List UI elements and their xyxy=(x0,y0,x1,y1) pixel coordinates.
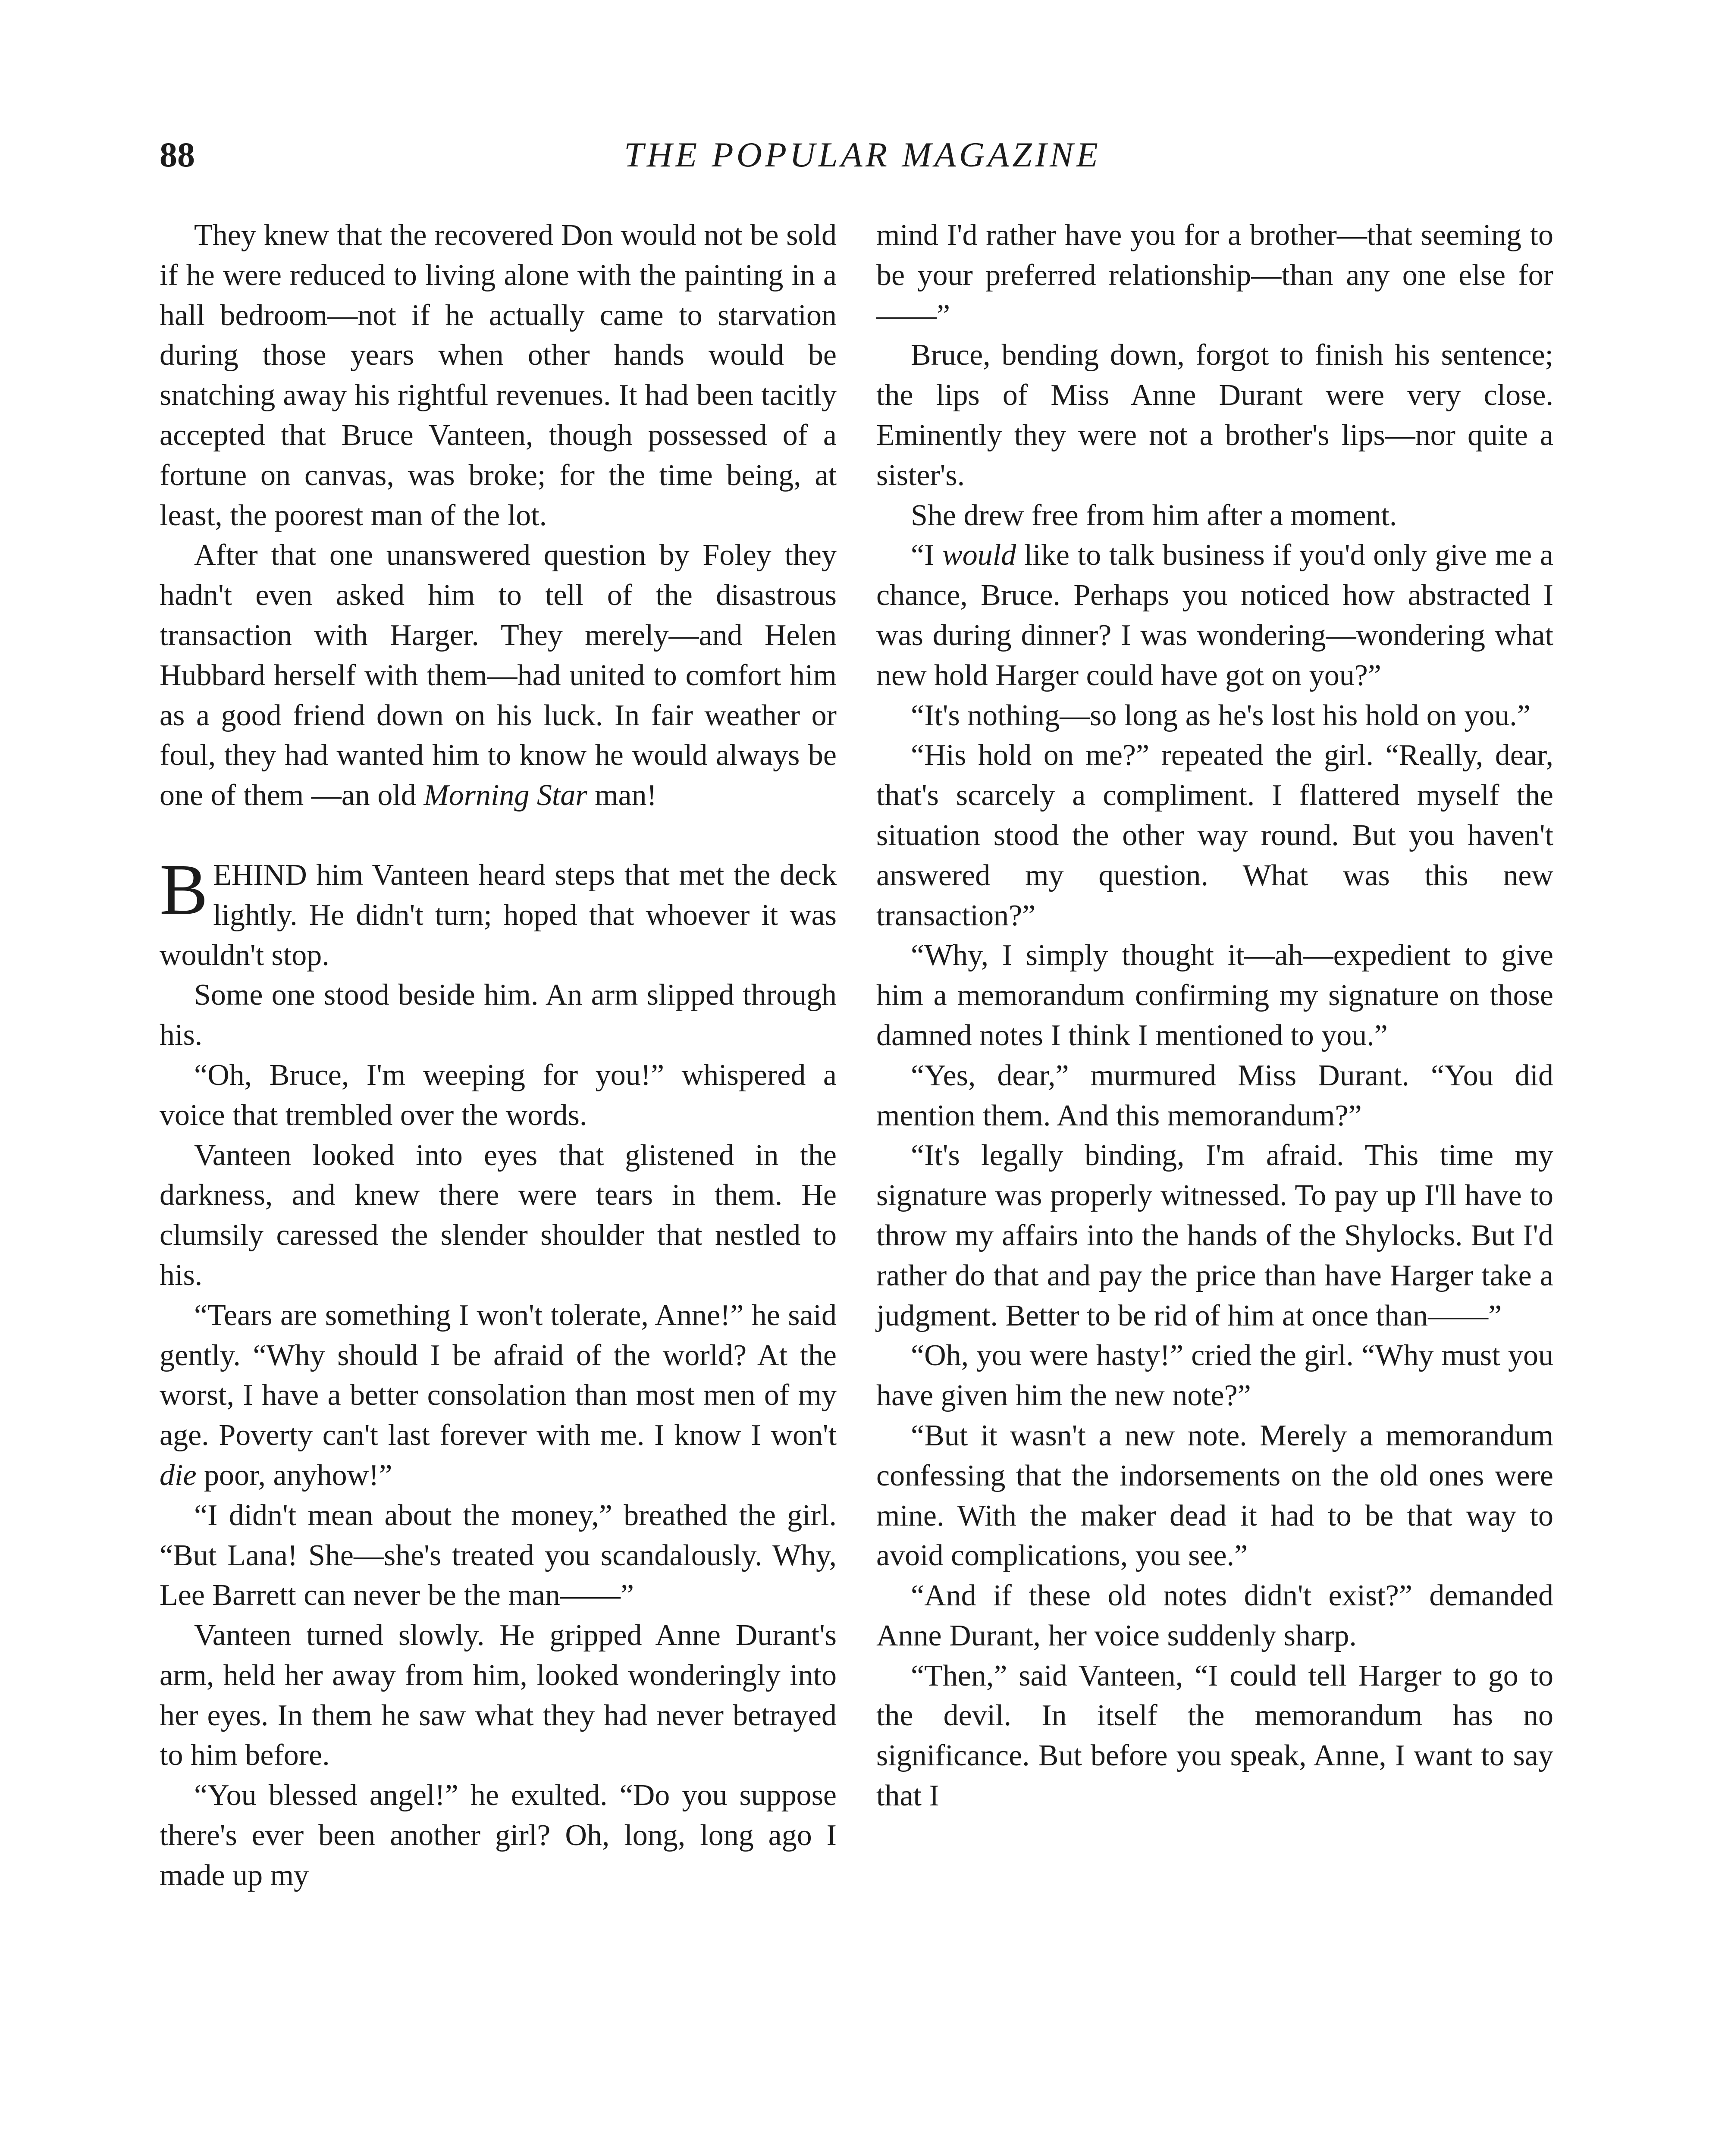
paragraph: mind I'd rather have you for a brother—that seeming to be your preferred relationship—than any one else for——” xyxy=(876,219,1553,332)
paragraph: “Then,” said Vanteen, “I could tell Harger to go to the devil. In itself the memorandum has no significance. But before you speak, Anne, I want to say that I xyxy=(876,1659,1553,1813)
paragraph-text: After that one unanswered question by Foley they hadn't even asked him to tell of the disastrous transaction with Harger. They merely—and Helen Hubbard herself with them—had united to comfort him as a good friend down on his luck. In fair weather or foul, they had wanted him to know he would always be one of them xyxy=(160,539,837,812)
paragraph: “Oh, you were hasty!” cried the girl. “Why must you have given him the new note?” xyxy=(876,1339,1553,1413)
drop-cap: B xyxy=(160,849,208,930)
paragraph xyxy=(160,1296,837,1496)
paragraph xyxy=(876,536,1553,696)
italic-text: would xyxy=(942,539,1016,572)
paragraph: Bruce, bending down, forgot to finish his sentence; the lips of Miss Anne Durant were very close. Eminently they were not a brother's lips—nor quite a sister's. xyxy=(876,338,1553,492)
paragraph: “I didn't mean about the money,” breathed the girl. “But Lana! She—she's treated you scandalously. Why, Lee Barrett can never be the man——” xyxy=(160,1498,837,1612)
paragraph: “It's nothing—so long as he's lost his hold on you.” xyxy=(911,699,1531,732)
paragraph: “Oh, Bruce, I'm weeping for you!” whispered a voice that trembled over the words. xyxy=(160,1058,837,1132)
paragraph: “But it wasn't a new note. Merely a memorandum confessing that the indorsements on the old ones were mine. With the maker dead it had to be that way to avoid complications, you see.” xyxy=(876,1419,1553,1573)
running-title: THE POPULAR MAGAZINE xyxy=(624,135,1101,174)
paragraph: She drew free from him after a moment. xyxy=(911,498,1397,532)
paragraph-text: “I xyxy=(911,539,943,572)
paragraph xyxy=(160,536,837,816)
paragraph-text: like to talk business if you'd only give me a chance, Bruce. Perhaps you noticed how abstracted I was during dinner? I was wondering—wondering what new hold Harger could have got on you?” xyxy=(876,539,1553,692)
section-opening-paragraph xyxy=(160,849,837,975)
page-number: 88 xyxy=(160,135,195,174)
italic-text: Morning Star xyxy=(423,779,587,812)
paragraph-text: EHIND him Vanteen heard steps that met the deck lightly. He didn't turn; hoped that whoever it was wouldn't stop. xyxy=(160,858,837,972)
paragraph-text: “Tears are something I won't tolerate, Anne!” he said gently. “Why should I be afraid of the world? At the worst, I have a better consolation than most men of my age. Poverty can't last forever with me. I know I won't xyxy=(160,1298,837,1452)
italic-text: die xyxy=(160,1458,197,1492)
paragraph: They knew that the recovered Don would not be sold if he were reduced to living alone with the painting in a hall bedroom—not if he actually came to starvation during those years when other hands would be snatching away his rightful revenues. It had been tacitly accepted that Bruce Vanteen, though possessed of a fortune on canvas, was broke; for the time being, at least, the poorest man of the lot. xyxy=(160,219,837,532)
page-header xyxy=(160,135,1565,186)
paragraph: “It's legally binding, I'm afraid. This time my signature was properly witnessed. To pay up I'll have to throw my affairs into the hands of the Shylocks. But I'd rather do that and pay the price than have Harger take a judgment. Better to be rid of him at once than——” xyxy=(876,1139,1553,1332)
left-column xyxy=(160,216,837,1896)
paragraph-text: —an old xyxy=(311,779,424,812)
paragraph-text: poor, anyhow!” xyxy=(196,1458,392,1492)
paragraph: Some one stood beside him. An arm slipped through his. xyxy=(160,978,837,1052)
right-column xyxy=(876,216,1553,1816)
paragraph: “Yes, dear,” murmured Miss Durant. “You did mention them. And this memorandum?” xyxy=(876,1059,1553,1132)
paragraph: Vanteen turned slowly. He gripped Anne Durant's arm, held her away from him, looked wonderingly into her eyes. In them he saw what they had never betrayed to him before. xyxy=(160,1619,837,1772)
paragraph: “Why, I simply thought it—ah—expedient to give him a memorandum confirming my signature on those damned notes I think I mentioned to you.” xyxy=(876,939,1553,1052)
paragraph: “And if these old notes didn't exist?” demanded Anne Durant, her voice suddenly sharp. xyxy=(876,1579,1553,1652)
paragraph: Vanteen looked into eyes that glistened in the darkness, and knew there were tears in them. He clumsily caressed the slender shoulder that nestled to his. xyxy=(160,1138,837,1292)
paragraph: “You blessed angel!” he exulted. “Do you suppose there's ever been another girl? Oh, long, long ago I made up my xyxy=(160,1779,837,1892)
paragraph-text: man! xyxy=(587,779,657,812)
paragraph: “His hold on me?” repeated the girl. “Really, dear, that's scarcely a compliment. I flattered myself the situation stood the other way round. But you haven't answered my question. What was this new transaction?” xyxy=(876,739,1553,932)
